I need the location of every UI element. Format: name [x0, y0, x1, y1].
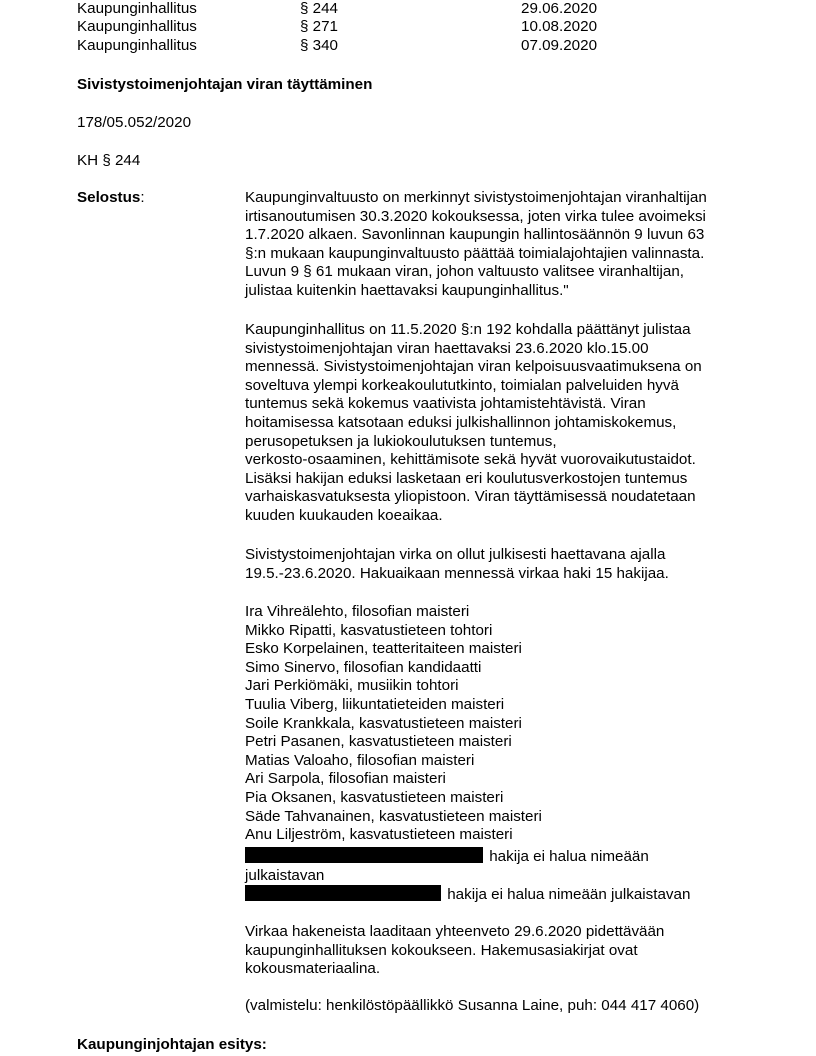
text-line: perusopetuksen ja lukiokoulutuksen tuntemus, [245, 432, 557, 450]
text-line: verkosto-osaaminen, kehittämisote sekä hyvät vuorovaikutustaidot. [245, 451, 696, 469]
list-item: Ira Vihreälehto, filosofian maisteri [245, 603, 470, 620]
redaction-note-cont: julkaistavan [245, 866, 325, 884]
applicant-list [245, 603, 745, 845]
list-item: Petri Pasanen, kasvatustieteen maisteri [245, 733, 512, 751]
selostus-heading [77, 189, 145, 208]
list-item: Tuulia Viberg, liikuntatieteiden maisteri [245, 695, 505, 713]
text-line: varhaiskasvatuksesta yliopistoon. Viran täyttämisessä noudatetaan [245, 488, 696, 506]
reference-section: § 244 [300, 0, 339, 17]
list-item: Anu Liljeström, kasvatustieteen maisteri [245, 826, 513, 844]
selostus-colon: : [140, 189, 145, 206]
text-line: kaupunginhallituksen kokoukseen. Hakemusasiakirjat ovat [245, 941, 638, 959]
text-line: Lisäksi hakijan eduksi lasketaan eri koulutusverkostojen tuntemus [245, 469, 688, 487]
redaction-bar [245, 847, 483, 863]
redaction-note: hakija ei halua nimeään [489, 848, 649, 865]
reference-body: Kaupunginhallitus [77, 37, 197, 54]
text-line: sivistystoimenjohtajan viran haettavaksi 23.6.2020 klo.15.00 [245, 339, 649, 357]
kh-reference: KH § 244 [77, 152, 141, 169]
document-title: Sivistystoimenjohtajan viran täyttäminen [77, 76, 373, 93]
text-line: 19.5.-23.6.2020. Hakuaikaan mennessä virkaa haki 15 hakijaa. [245, 564, 669, 582]
mayor-proposal-heading: Kaupunginjohtajan esitys: [77, 1036, 267, 1053]
text-line: mennessä. Sivistystoimenjohtajan viran kelpoisuusvaatimuksena on [245, 358, 702, 376]
list-item: Esko Korpelainen, teatteritaiteen maisteri [245, 640, 522, 658]
list-item: Mikko Ripatti, kasvatustieteen tohtori [245, 621, 493, 639]
text-line: Virkaa hakeneista laaditaan yhteenveto 29.6.2020 pidettävään [245, 923, 665, 940]
selostus-label: Selostus [77, 189, 141, 206]
text-line: §:n mukaan kaupunginvaltuusto päättää toimialajohtajien valinnasta. [245, 244, 705, 262]
list-item: Ari Sarpola, filosofian maisteri [245, 770, 446, 788]
diary-number: 178/05.052/2020 [77, 114, 192, 131]
paragraph-2 [245, 321, 745, 526]
list-item: Pia Oksanen, kasvatustieteen maisteri [245, 788, 504, 806]
reference-date: 07.09.2020 [521, 37, 598, 54]
paragraph-1 [245, 189, 745, 301]
list-item: Soile Krankkala, kasvatustieteen maisteri [245, 714, 522, 732]
redaction-note: hakija ei halua nimeään julkaistavan [447, 886, 691, 903]
text-line: irtisanoutumisen 30.3.2020 kokouksessa, joten virka tulee avoimeksi [245, 207, 706, 225]
reference-date: 29.06.2020 [521, 0, 598, 17]
list-item: Simo Sinervo, filosofian kandidaatti [245, 658, 482, 676]
text-line: Luvun 9 § 61 mukaan viran, johon valtuusto valitsee viranhaltijan, [245, 263, 685, 281]
reference-date: 10.08.2020 [521, 18, 598, 35]
list-item: Jari Perkiömäki, musiikin tohtori [245, 677, 459, 695]
redaction-bar [245, 885, 441, 901]
redacted-applicant [245, 847, 745, 885]
reference-row [0, 0, 816, 19]
text-line: 1.7.2020 alkaen. Savonlinnan kaupungin hallintosäännön 9 luvun 63 [245, 226, 705, 244]
preparer-note: (valmistelu: henkilöstöpäällikkö Susanna Laine, puh: 044 417 4060) [245, 997, 700, 1014]
text-line: hoitamisessa katsotaan eduksi julkishallinnon johtamiskokemus, [245, 413, 677, 431]
paragraph-3 [245, 546, 745, 583]
reference-section: § 340 [300, 37, 339, 54]
text-line: tuntemus sekä kokemus vaativista johtamistehtävistä. Viran [245, 395, 646, 413]
redacted-applicant [245, 885, 745, 905]
text-line: Kaupunginhallitus on 11.5.2020 §:n 192 kohdalla päättänyt julistaa [245, 321, 691, 338]
text-line: kokousmateriaalina. [245, 960, 381, 978]
summary-paragraph [245, 923, 745, 979]
list-item: Säde Tahvanainen, kasvatustieteen maisteri [245, 807, 542, 825]
reference-section: § 271 [300, 18, 339, 35]
reference-row [0, 18, 816, 37]
text-line: kuuden kuukauden koeaikaa. [245, 506, 443, 524]
text-line: soveltuva ylempi korkeakoulututkinto, toimialan palveluiden hyvä [245, 376, 679, 394]
reference-body: Kaupunginhallitus [77, 0, 197, 17]
reference-body: Kaupunginhallitus [77, 18, 197, 35]
text-line: Sivistystoimenjohtajan virka on ollut julkisesti haettavana ajalla [245, 546, 666, 563]
list-item: Matias Valoaho, filosofian maisteri [245, 751, 475, 769]
text-line: julistaa kuitenkin haettavaksi kaupunginhallitus." [245, 281, 569, 299]
reference-row [0, 37, 816, 56]
text-line: Kaupunginvaltuusto on merkinnyt sivistystoimenjohtajan viranhaltijan [245, 189, 707, 206]
